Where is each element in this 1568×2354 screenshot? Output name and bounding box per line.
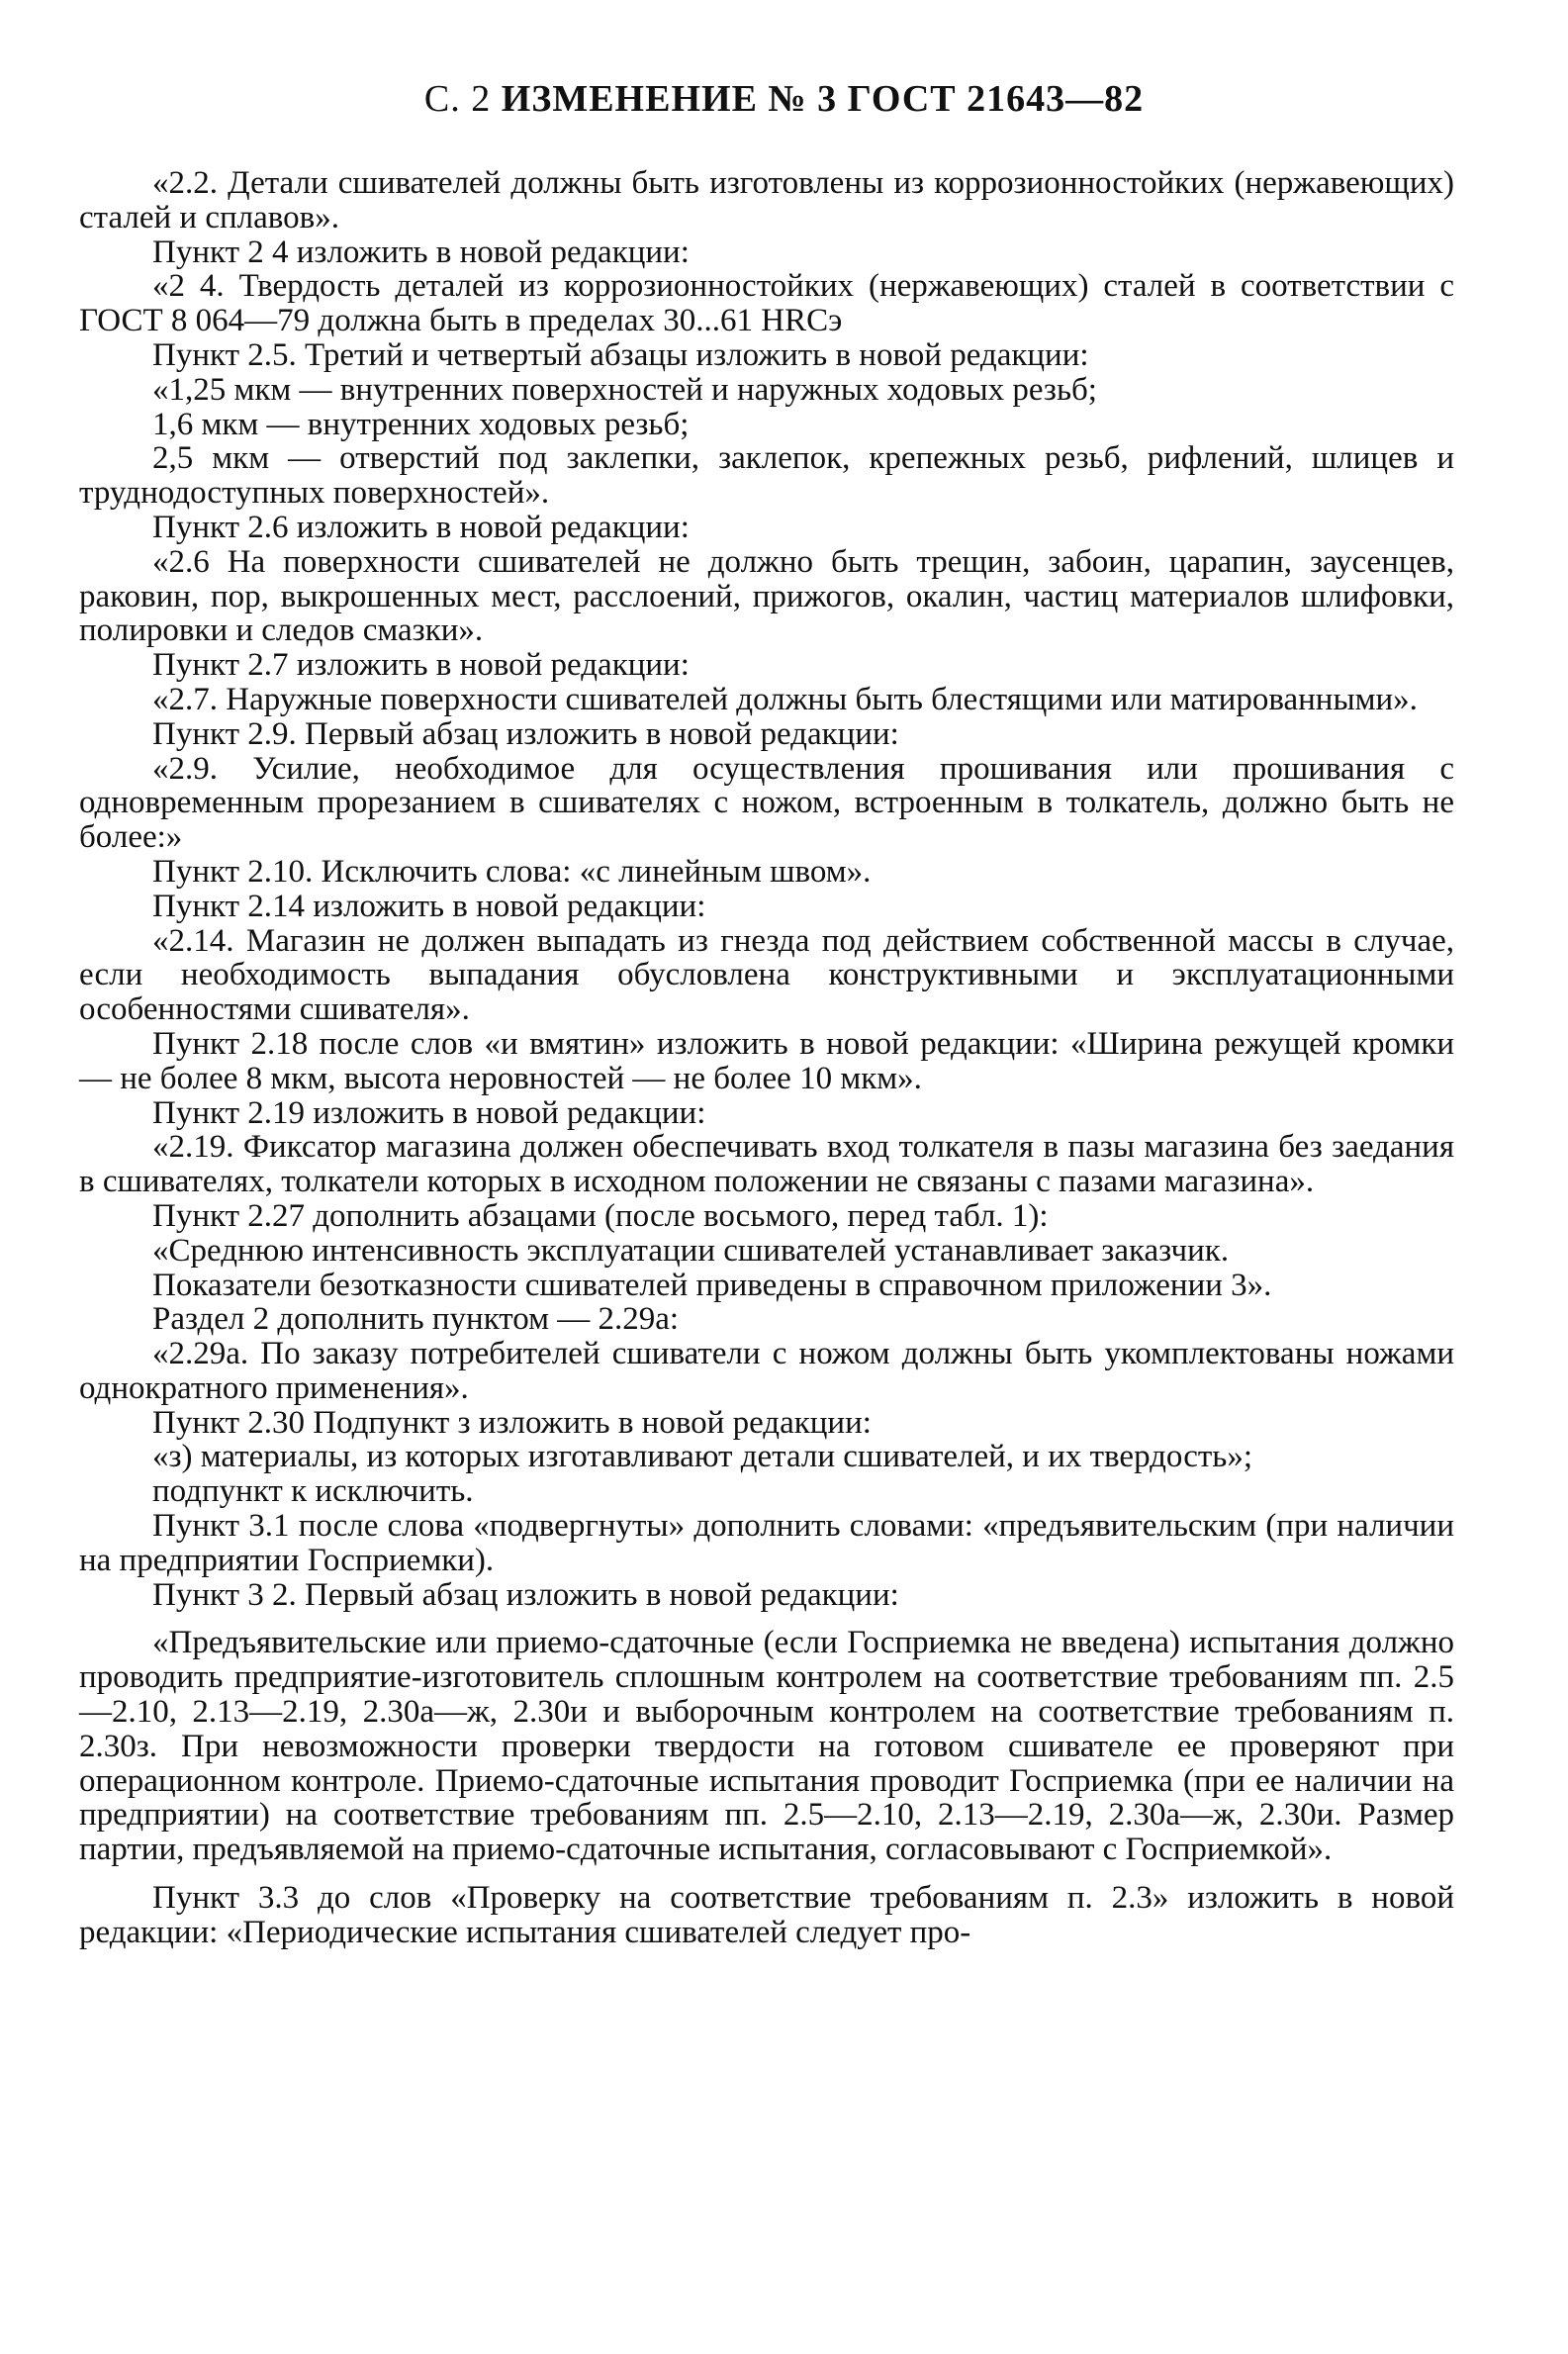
paragraph: «2 4. Твердость деталей из коррозионностойких (нержавеющих) сталей в соответствии с ГОСТ 8 064—79 должна быть в пределах 30...61 HRCэ <box>79 268 1454 339</box>
paragraph: «2.2. Детали сшивателей должны быть изготовлены из коррозионностойких (нержавеющих) сталей и сплавов». <box>79 165 1454 235</box>
paragraph: Пункт 2.5. Третий и четвертый абзацы изложить в новой редакции: <box>152 336 1089 373</box>
paragraph: Пункт 2 4 изложить в новой редакции: <box>152 234 690 270</box>
paragraph: Пункт 2.7 изложить в новой редакции: <box>152 647 690 684</box>
paragraph: Пункт 2.19 изложить в новой редакции: <box>152 1094 706 1131</box>
page-number-prefix: С. 2 <box>423 78 492 120</box>
page-header <box>0 77 1568 121</box>
paragraph: Пункт 2.9. Первый абзац изложить в новой редакции: <box>152 715 899 752</box>
paragraph: «2.19. Фиксатор магазина должен обеспечивать вход толкателя в пазы магазина без заедания в сшивателях, толкатели которых в исходном положении не связаны с пазами магазина». <box>79 1129 1454 1200</box>
paragraph: Пункт 2.6 изложить в новой редакции: <box>152 509 690 545</box>
document-body <box>79 166 1454 1950</box>
paragraph: Пункт 2.14 изложить в новой редакции: <box>152 888 706 924</box>
paragraph: Пункт 3.1 после слова «подвергнуты» дополнить словами: «предъявительским (при наличии на предприятии Госприемки). <box>79 1508 1454 1578</box>
paragraph: «з) материалы, из которых изготавливают детали сшивателей, и их твердость»; <box>152 1439 1253 1475</box>
paragraph: Показатели безотказности сшивателей приведены в справочном приложении 3». <box>152 1267 1272 1303</box>
paragraph: «2.6 На поверхности сшивателей не должно быть трещин, забоин, царапин, заусенцев, раковин, пор, выкрошенных мест, расслоений, прижогов, окалин, частиц материалов шлифовки, полировки и следов смазки». <box>79 543 1454 649</box>
paragraph: 1,6 мкм — внутренних ходовых резьб; <box>152 406 690 442</box>
paragraph: подпункт к исключить. <box>152 1473 474 1510</box>
paragraph: Пункт 2.10. Исключить слова: «с линейным швом». <box>152 853 872 890</box>
paragraph: «1,25 мкм — внутренних поверхностей и наружных ходовых резьб; <box>152 371 1097 408</box>
paragraph: Пункт 3.3 до слов «Проверку на соответствие требованиям п. 2.3» изложить в новой редакции: «Периодические испытания сшивателей следует про- <box>79 1880 1454 1950</box>
paragraph: «Предъявительские или приемо-сдаточные (если Госприемка не введена) испытания должно проводить предприятие-изготовитель сплошным контролем на соответствие требованиям пп. 2.5—2.10, 2.13—2.19, 2.30а—ж, 2.30и и выборочным контролем на соответствие требованиям п. 2.30з. При невозможности проверки твердости на готовом сшивателе ее проверяют при операционном контроле. Приемо-сдаточные испытания проводит Госприемка (при ее наличии на предприятии) на соответствие требованиям пп. 2.5—2.10, 2.13—2.19, 2.30а—ж, 2.30и. Размер партии, предъявляемой на приемо-сдаточные испытания, согласовывают с Госприемкой». <box>79 1625 1454 1868</box>
paragraph: Пункт 2.27 дополнить абзацами (после восьмого, перед табл. 1): <box>152 1197 1049 1234</box>
paragraph: «Среднюю интенсивность эксплуатации сшивателей устанавливает заказчик. <box>152 1232 1230 1269</box>
paragraph: «2.29а. По заказу потребителей сшиватели с ножом должны быть укомплектованы ножами однократного применения». <box>79 1336 1454 1406</box>
paragraph: 2,5 мкм — отверстий под заклепки, заклепок, крепежных резьб, рифлений, шлицев и труднодоступных поверхностей». <box>79 440 1454 512</box>
page-title: ИЗМЕНЕНИЕ № 3 ГОСТ 21643—82 <box>501 78 1145 120</box>
paragraph: «2.7. Наружные поверхности сшивателей должны быть блестящими или матированными». <box>152 681 1418 717</box>
paragraph: «2.9. Усилие, необходимое для осуществления прошивания или прошивания с одновременным прорезанием в сшивателях с ножом, встроенным в толкатель, должно быть не более:» <box>79 750 1454 856</box>
paragraph: Пункт 2.30 Подпункт з изложить в новой редакции: <box>152 1404 872 1441</box>
paragraph: «2.14. Магазин не должен выпадать из гнезда под действием собственной массы в случае, если необходимость выпадания обусловлена конструктивными и эксплуатационными особенностями сшивателя». <box>79 922 1454 1028</box>
paragraph: Пункт 3 2. Первый абзац изложить в новой редакции: <box>152 1576 899 1613</box>
paragraph: Пункт 2.18 после слов «и вмятин» изложить в новой редакции: «Ширина режущей кромки — не более 8 мкм, высота неровностей — не более 10 мкм». <box>79 1025 1454 1096</box>
paragraph: Раздел 2 дополнить пунктом — 2.29а: <box>152 1301 680 1338</box>
